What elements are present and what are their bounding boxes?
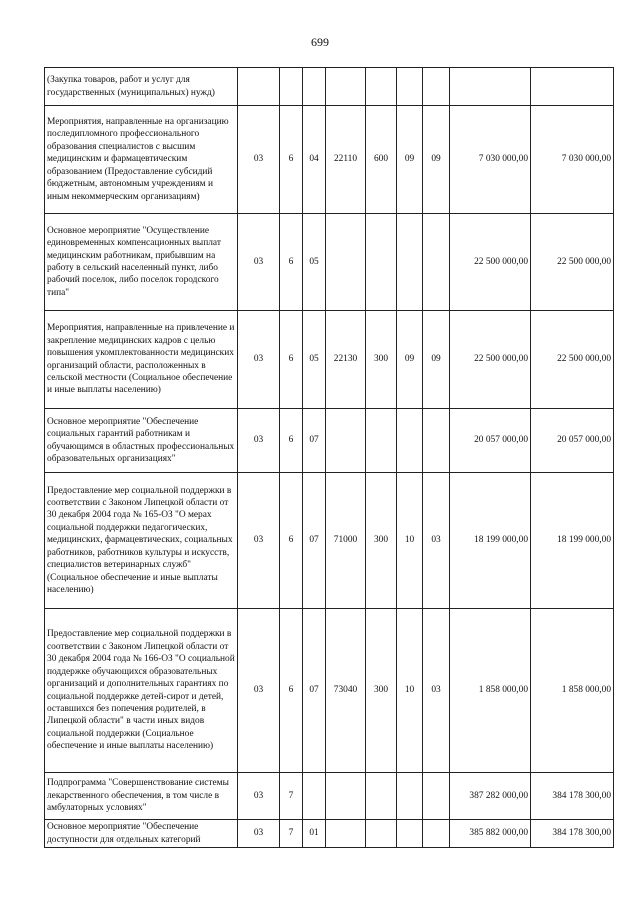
subprogram-code-cell: 6 — [280, 214, 303, 311]
subsection-cell — [423, 773, 450, 820]
amount-cell-1: 20 057 000,00 — [450, 409, 531, 473]
table-row — [45, 214, 614, 311]
amount-cell-2: 1 858 000,00 — [531, 609, 614, 773]
section-cell: 09 — [397, 311, 423, 409]
amount-cell-2: 18 199 000,00 — [531, 473, 614, 609]
program-code-cell: 03 — [238, 609, 280, 773]
amount-cell-2: 20 057 000,00 — [531, 409, 614, 473]
row-description: Мероприятия, направленные на привлечение и закрепление медицинских кадров с целью повышения укомплектованности медицинских организаций области, расположенных в сельской местности (Социальное обеспечение и иные выплаты населению) — [45, 311, 238, 409]
amount-cell-2: 22 500 000,00 — [531, 311, 614, 409]
event-code-cell — [303, 68, 326, 106]
section-cell: 09 — [397, 106, 423, 214]
table-row — [45, 473, 614, 609]
program-code-cell: 03 — [238, 214, 280, 311]
expense-type-cell: 600 — [366, 106, 397, 214]
table-row — [45, 820, 614, 848]
subsection-cell: 09 — [423, 311, 450, 409]
table-row — [45, 409, 614, 473]
subsection-cell: 03 — [423, 473, 450, 609]
row-description: Основное мероприятие "Обеспечение социальных гарантий работникам и обучающимся в областных профессиональных образовательных организациях" — [45, 409, 238, 473]
direction-code-cell: 71000 — [326, 473, 366, 609]
subprogram-code-cell: 6 — [280, 473, 303, 609]
subprogram-code-cell: 7 — [280, 773, 303, 820]
amount-cell-1: 22 500 000,00 — [450, 311, 531, 409]
amount-cell-1: 7 030 000,00 — [450, 106, 531, 214]
amount-cell-1: 1 858 000,00 — [450, 609, 531, 773]
subprogram-code-cell — [280, 68, 303, 106]
event-code-cell: 01 — [303, 820, 326, 848]
direction-code-cell — [326, 773, 366, 820]
subsection-cell: 03 — [423, 609, 450, 773]
table-row — [45, 773, 614, 820]
section-cell — [397, 68, 423, 106]
table-body — [45, 68, 614, 848]
direction-code-cell: 22110 — [326, 106, 366, 214]
program-code-cell: 03 — [238, 106, 280, 214]
table-row — [45, 311, 614, 409]
expense-type-cell — [366, 820, 397, 848]
event-code-cell: 04 — [303, 106, 326, 214]
row-description: Подпрограмма "Совершенствование системы лекарственного обеспечения, в том числе в амбулаторных условиях" — [45, 773, 238, 820]
program-code-cell: 03 — [238, 311, 280, 409]
expense-type-cell — [366, 773, 397, 820]
program-code-cell — [238, 68, 280, 106]
event-code-cell: 07 — [303, 609, 326, 773]
program-code-cell: 03 — [238, 773, 280, 820]
event-code-cell: 05 — [303, 311, 326, 409]
row-description: Предоставление мер социальной поддержки в соответствии с Законом Липецкой области от 30 декабря 2004 года № 166-ОЗ "О социальной поддержке обучающихся образовательных организаций и дополнительных гарантиях по социальной поддержке детей-сирот и детей, оставшихся без попечения родителей, в Липецкой области" в части иных видов социальной поддержки (Социальное обеспечение и иные выплаты населению) — [45, 609, 238, 773]
amount-cell-1: 387 282 000,00 — [450, 773, 531, 820]
table-row — [45, 68, 614, 106]
row-description: Мероприятия, направленные на организацию последипломного профессионального образования специалистов с высшим медицинским и фармацевтическим образованием (Предоставление субсидий бюджетным, автономным учреждениям и иным некоммерческим организациям) — [45, 106, 238, 214]
expense-type-cell: 300 — [366, 609, 397, 773]
direction-code-cell: 22130 — [326, 311, 366, 409]
subsection-cell — [423, 68, 450, 106]
expense-type-cell: 300 — [366, 311, 397, 409]
event-code-cell: 05 — [303, 214, 326, 311]
section-cell: 10 — [397, 609, 423, 773]
direction-code-cell — [326, 214, 366, 311]
row-description: Основное мероприятие "Осуществление единовременных компенсационных выплат медицинским работникам, прибывшим на работу в сельский населенный пункт, либо рабочий поселок, либо поселок городского типа" — [45, 214, 238, 311]
amount-cell-2: 7 030 000,00 — [531, 106, 614, 214]
event-code-cell — [303, 773, 326, 820]
section-cell — [397, 409, 423, 473]
expense-type-cell: 300 — [366, 473, 397, 609]
subprogram-code-cell: 6 — [280, 409, 303, 473]
event-code-cell: 07 — [303, 409, 326, 473]
amount-cell-2: 384 178 300,00 — [531, 773, 614, 820]
expense-type-cell — [366, 68, 397, 106]
row-description: Основное мероприятие "Обеспечение доступности для отдельных категорий — [45, 820, 238, 848]
direction-code-cell — [326, 409, 366, 473]
section-cell: 10 — [397, 473, 423, 609]
direction-code-cell: 73040 — [326, 609, 366, 773]
subprogram-code-cell: 6 — [280, 311, 303, 409]
section-cell — [397, 214, 423, 311]
subsection-cell — [423, 214, 450, 311]
event-code-cell: 07 — [303, 473, 326, 609]
amount-cell-1: 385 882 000,00 — [450, 820, 531, 848]
table-row — [45, 106, 614, 214]
subsection-cell — [423, 820, 450, 848]
amount-cell-2: 22 500 000,00 — [531, 214, 614, 311]
amount-cell-2: 384 178 300,00 — [531, 820, 614, 848]
expense-type-cell — [366, 214, 397, 311]
table-row — [45, 609, 614, 773]
row-description: (Закупка товаров, работ и услуг для государственных (муниципальных) нужд) — [45, 68, 238, 106]
subsection-cell: 09 — [423, 106, 450, 214]
program-code-cell: 03 — [238, 473, 280, 609]
direction-code-cell — [326, 820, 366, 848]
subprogram-code-cell: 6 — [280, 106, 303, 214]
subprogram-code-cell: 6 — [280, 609, 303, 773]
amount-cell-2 — [531, 68, 614, 106]
section-cell — [397, 773, 423, 820]
page-number: 699 — [311, 35, 329, 49]
amount-cell-1: 18 199 000,00 — [450, 473, 531, 609]
budget-table — [44, 67, 614, 848]
expense-type-cell — [366, 409, 397, 473]
amount-cell-1: 22 500 000,00 — [450, 214, 531, 311]
program-code-cell: 03 — [238, 409, 280, 473]
direction-code-cell — [326, 68, 366, 106]
section-cell — [397, 820, 423, 848]
subprogram-code-cell: 7 — [280, 820, 303, 848]
program-code-cell: 03 — [238, 820, 280, 848]
subsection-cell — [423, 409, 450, 473]
amount-cell-1 — [450, 68, 531, 106]
row-description: Предоставление мер социальной поддержки в соответствии с Законом Липецкой области от 30 декабря 2004 года № 165-ОЗ "О мерах социальной поддержки педагогических, медицинских, фармацевтических, социальных работников, работников культуры и искусств, специалистов ветеринарных служб" (Социальное обеспечение и иные выплаты населению) — [45, 473, 238, 609]
